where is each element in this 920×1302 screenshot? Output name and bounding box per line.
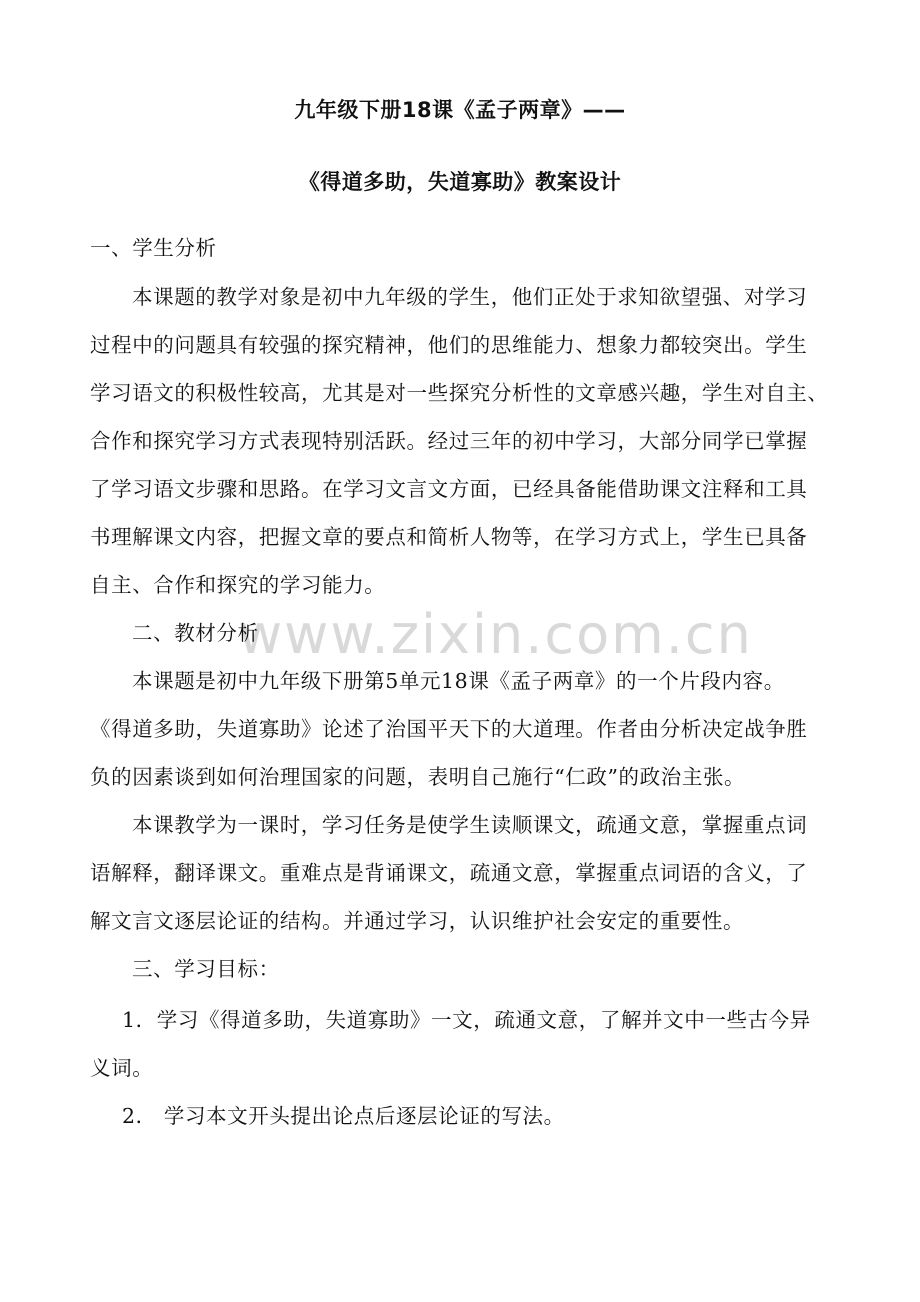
document-title-line2: 《得道多助，失道寡助》教案设计 — [298, 170, 622, 194]
paragraph-line: 解文言文逐层论证的结构。并通过学习，认识维护社会安定的重要性。 — [90, 909, 745, 933]
paragraph-line: 书理解课文内容，把握文章的要点和简析人物等，在学习方式上，学生已具备 — [90, 525, 808, 549]
watermark-text: www.zixin.com.cn — [238, 603, 753, 666]
section-heading-student-analysis: 一、学生分析 — [90, 236, 217, 260]
goal-item-1: 1．学习《得道多助，失道寡助》一文，疏通文意，了解并文中一些古今异 — [122, 1008, 811, 1032]
paragraph-line: 过程中的问题具有较强的探究精神，他们的思维能力、想象力都较突出。学生 — [90, 333, 808, 357]
paragraph-line: 负的因素谈到如何治理国家的问题，表明自己施行“仁政”的政治主张。 — [90, 765, 746, 789]
goal-item-2: 2． 学习本文开头提出论点后逐层论证的写法。 — [122, 1104, 565, 1128]
paragraph-line: 学习语文的积极性较高，尤其是对一些探究分析性的文章感兴趣，学生对自主、 — [90, 381, 829, 405]
paragraph-line: 合作和探究学习方式表现特别活跃。经过三年的初中学习，大部分同学已掌握 — [90, 429, 808, 453]
paragraph-line: 自主、合作和探究的学习能力。 — [90, 573, 386, 597]
paragraph-line: 本课题的教学对象是初中九年级的学生，他们正处于求知欲望强、对学习 — [132, 285, 808, 309]
section-heading-learning-goals: 三、学习目标： — [132, 957, 280, 981]
paragraph-line: 《得道多助，失道寡助》论述了治国平天下的大道理。作者由分析决定战争胜 — [90, 717, 808, 741]
paragraph-line: 了学习语文步骤和思路。在学习文言文方面，已经具备能借助课文注释和工具 — [90, 477, 808, 501]
section-heading-material-analysis: 二、教材分析 — [132, 621, 259, 645]
paragraph-line: 本课题是初中九年级下册第5单元18课《孟子两章》的一个片段内容。 — [132, 669, 785, 693]
goal-item-1-continued: 义词。 — [90, 1056, 154, 1080]
paragraph-line: 语解释，翻译课文。重难点是背诵课文，疏通文意，掌握重点词语的含义，了 — [90, 861, 808, 885]
document-title-line1: 九年级下册18课《孟子两章》—— — [294, 98, 626, 122]
paragraph-line: 本课教学为一课时，学习任务是使学生读顺课文，疏通文意，掌握重点词 — [132, 813, 808, 837]
